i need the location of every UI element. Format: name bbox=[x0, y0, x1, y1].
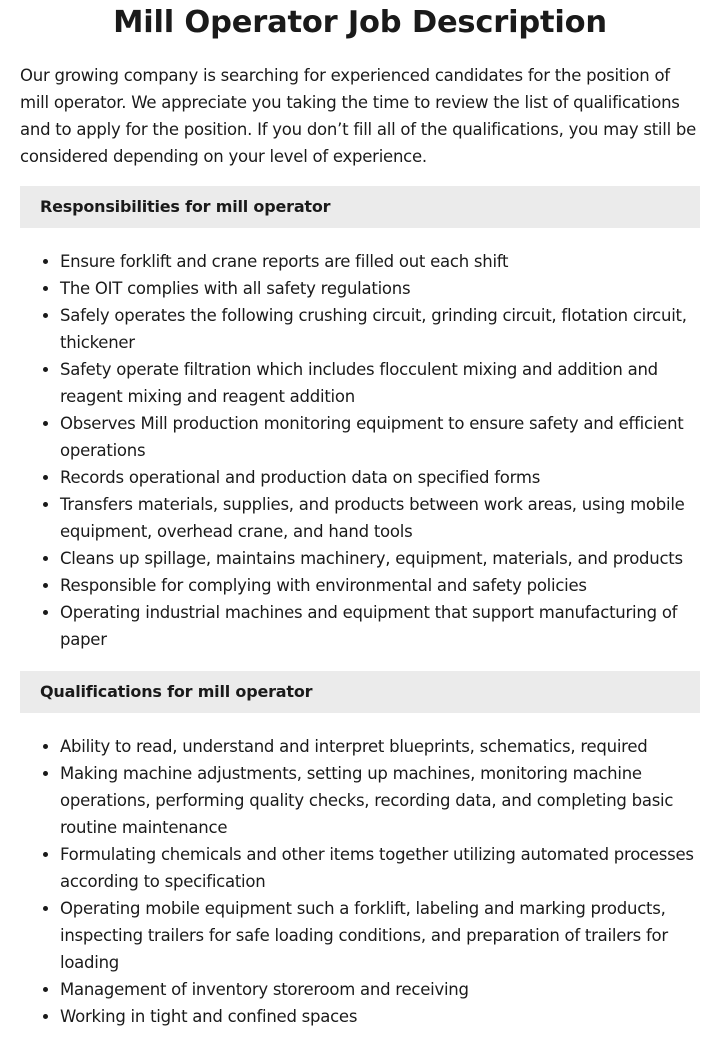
list-item: • Working in tight and confined spaces bbox=[60, 1003, 700, 1030]
qualifications-heading: Qualifications for mill operator bbox=[20, 671, 700, 713]
list-item: • Management of inventory storeroom and receiving bbox=[60, 976, 700, 1003]
page-title: Mill Operator Job Description bbox=[113, 5, 607, 40]
list-item: • Records operational and production data on specified forms bbox=[60, 464, 700, 491]
responsibilities-list bbox=[20, 248, 700, 653]
list-item: • Making machine adjustments, setting up machines, monitoring machine operations, performing quality checks, recording data, and completing basic routine maintenance bbox=[60, 760, 700, 841]
list-item: • Operating mobile equipment such a forklift, labeling and marking products, inspecting trailers for safe loading conditions, and preparation of trailers for loading bbox=[60, 895, 700, 976]
qualifications-list bbox=[20, 733, 700, 1030]
list-item: • Responsible for complying with environmental and safety policies bbox=[60, 572, 700, 599]
intro-paragraph: Our growing company is searching for experienced candidates for the position of mill operator. We appreciate you taking the time to review the list of qualifications and to apply for the position. If you don’t fill all of the qualifications, you may still be considered depending on your level of experience. bbox=[20, 66, 697, 166]
list-item: • Safely operates the following crushing circuit, grinding circuit, flotation circuit, thickener bbox=[60, 302, 700, 356]
list-item: • Ability to read, understand and interpret blueprints, schematics, required bbox=[60, 733, 700, 760]
list-item: • The OIT complies with all safety regulations bbox=[60, 275, 700, 302]
list-item: • Operating industrial machines and equipment that support manufacturing of paper bbox=[60, 599, 700, 653]
list-item: • Formulating chemicals and other items together utilizing automated processes according to specification bbox=[60, 841, 700, 895]
list-item: • Ensure forklift and crane reports are filled out each shift bbox=[60, 248, 700, 275]
list-item: • Transfers materials, supplies, and products between work areas, using mobile equipment, overhead crane, and hand tools bbox=[60, 491, 700, 545]
list-item: • Cleans up spillage, maintains machinery, equipment, materials, and products bbox=[60, 545, 700, 572]
list-item: • Observes Mill production monitoring equipment to ensure safety and efficient operations bbox=[60, 410, 700, 464]
list-item: • Safety operate filtration which includes flocculent mixing and addition and reagent mixing and reagent addition bbox=[60, 356, 700, 410]
responsibilities-heading: Responsibilities for mill operator bbox=[20, 186, 700, 228]
